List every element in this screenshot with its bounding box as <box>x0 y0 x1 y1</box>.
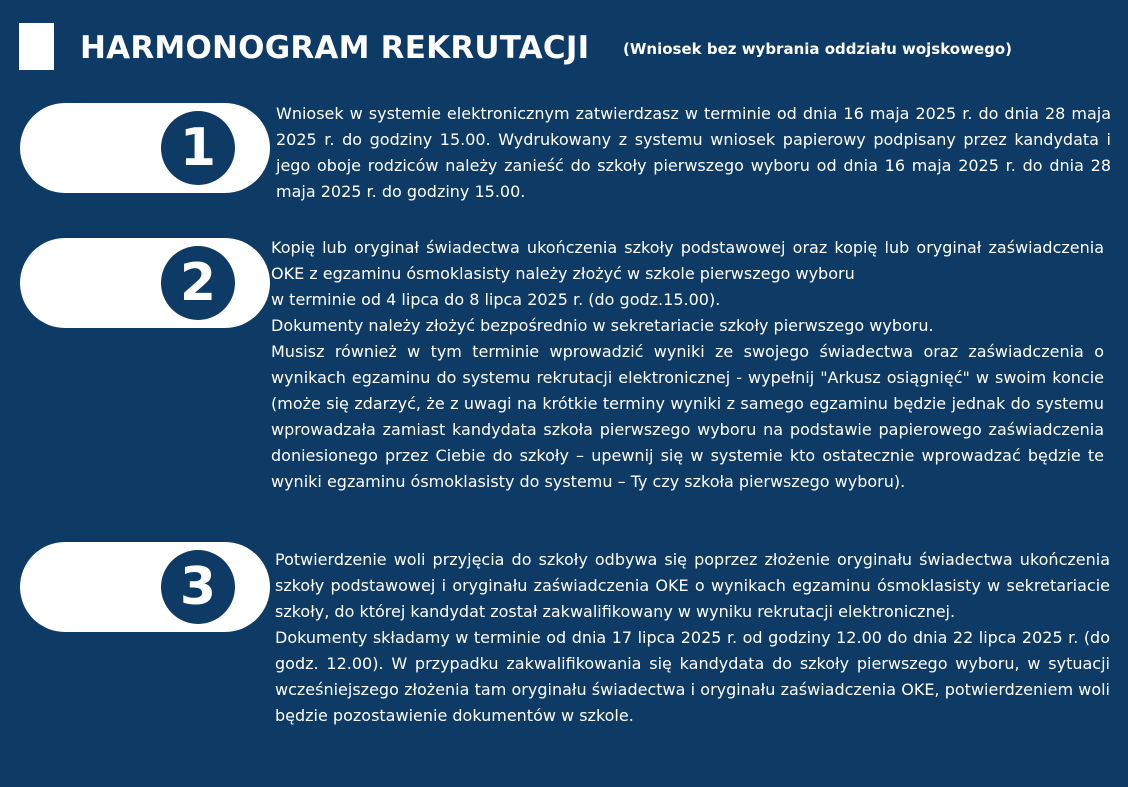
step-2-text <box>271 235 1104 495</box>
step-3-pill <box>20 542 270 632</box>
step-2-number-badge: 2 <box>161 246 235 320</box>
step-3-number-badge: 3 <box>161 550 235 624</box>
step-1-number-badge: 1 <box>161 111 235 185</box>
step-3-paragraph-1: Potwierdzenie woli przyjęcia do szkoły odbywa się poprzez złożenie oryginału świadectwa ukończenia szkoły podstawowej i oryginału zaświadczenia OKE o wynikach egzaminu ósmoklasisty w sekretariacie szkoły, do której kandydat został zakwalifikowany w wyniku rekrutacji elektronicznej. <box>275 550 1110 621</box>
step-2-paragraph-4: Musisz również w tym terminie wprowadzić wyniki ze swojego świadectwa oraz zaświadczenia o wynikach egzaminu do systemu rekrutacji elektronicznej - wypełnij "Arkusz osiągnięć" w swoim koncie (może się zdarzyć, że z uwagi na krótkie terminy wyniki z samego egzaminu będzie jednak do systemu wprowadzała zamiast kandydata szkoła pierwszego wyboru na podstawie papierowego zaświadczenia doniesionego przez Ciebie do szkoły – upewnij się w systemie kto ostatecznie wprowadzać będzie te wyniki egzaminu ósmoklasisty do systemu – Ty czy szkoła pierwszego wyboru). <box>271 342 1104 491</box>
step-3-text <box>275 547 1110 729</box>
step-3-paragraph-2: Dokumenty składamy w terminie od dnia 17 lipca 2025 r. od godziny 12.00 do dnia 22 lipca 2025 r. (do godz. 12.00). W przypadku zakwalifikowania się kandydata do szkoły pierwszego wyboru, w sytuacji wcześniejszego złożenia tam oryginału świadectwa i oryginału zaświadczenia OKE, potwierdzeniem woli będzie pozostawienie dokumentów w szkole. <box>275 628 1110 725</box>
page-title: HARMONOGRAM REKRUTACJI <box>80 30 590 66</box>
step-1-pill <box>20 103 270 193</box>
step-2-paragraph-3: Dokumenty należy złożyć bezpośrednio w sekretariacie szkoły pierwszego wyboru. <box>271 316 934 335</box>
step-2-pill <box>20 238 270 328</box>
step-1-text <box>276 101 1111 205</box>
header-square-decoration <box>19 23 54 70</box>
page-subtitle: (Wniosek bez wybrania oddziału wojskowego) <box>623 40 1013 58</box>
step-2-paragraph-2: w terminie od 4 lipca do 8 lipca 2025 r. (do godz.15.00). <box>271 290 721 309</box>
step-1-paragraph-1: Wniosek w systemie elektronicznym zatwierdzasz w terminie od dnia 16 maja 2025 r. do dnia 28 maja 2025 r. do godziny 15.00. Wydrukowany z systemu wniosek papierowy podpisany przez kandydata i jego oboje rodziców należy zanieść do szkoły pierwszego wyboru od dnia 16 maja 2025 r. do dnia 28 maja 2025 r. do godziny 15.00. <box>276 104 1111 201</box>
step-2-paragraph-1: Kopię lub oryginał świadectwa ukończenia szkoły podstawowej oraz kopię lub oryginał zaświadczenia OKE z egzaminu ósmoklasisty należy złożyć w szkole pierwszego wyboru <box>271 238 1104 283</box>
